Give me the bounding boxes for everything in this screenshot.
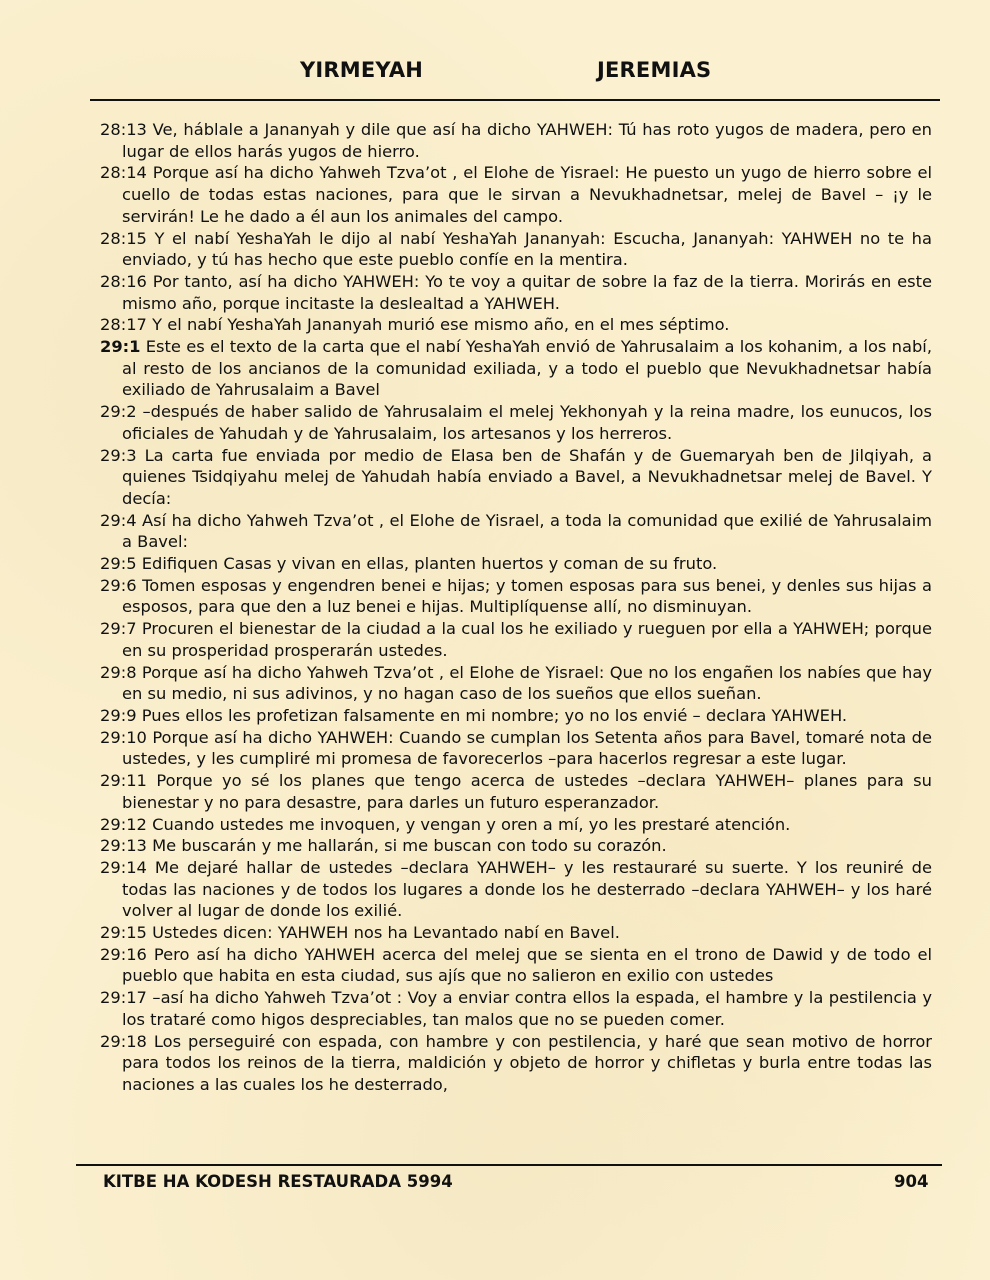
verse-reference: 29:2 — [100, 402, 137, 422]
verse-reference: 29:17 — [100, 988, 147, 1008]
verse-reference: 29:10 — [100, 727, 147, 747]
verse-reference: 29:14 — [100, 857, 147, 877]
verse — [100, 271, 932, 314]
header-divider — [90, 99, 940, 101]
verse-text: Me dejaré hallar de ustedes –declara YAHWEH– y les restauraré su suerte. Y los reuniré de todas las naciones y de todos los lugares a donde los he desterrado –declara YAHWEH– y los haré volver al lugar de donde los exilié. — [122, 857, 932, 921]
verse-text: Pero así ha dicho YAHWEH acerca del melej que se sienta en el trono de Dawid y de todo el pueblo que habita en esta ciudad, sus ajís que no salieron en exilio con ustedes — [122, 944, 932, 986]
verse — [100, 944, 932, 987]
verse — [100, 814, 932, 836]
footer-book-title: KITBE HA KODESH RESTAURADA 5994 — [103, 1172, 453, 1191]
verse — [100, 314, 932, 336]
verse — [100, 445, 932, 510]
verse-text: Y el nabí YeshaYah le dijo al nabí YeshaYah Jananyah: Escucha, Jananyah: YAHWEH no te ha enviado, y tú has hecho que este pueblo confíe en la mentira. — [122, 228, 932, 270]
verse-reference: 29:9 — [100, 705, 137, 725]
verse-text: Así ha dicho Yahweh Tzva’ot , el Elohe de Yisrael, a toda la comunidad que exilié de Yahrusalaim a Bavel: — [122, 510, 932, 552]
verse — [100, 835, 932, 857]
verse-text: La carta fue enviada por medio de Elasa ben de Shafán y de Guemaryah ben de Jilqiyah, a quienes Tsidqiyahu melej de Yahudah había enviado a Bavel, a Nevukhadnetsar melej de Bavel. Y decía: — [122, 445, 932, 508]
verse-reference: 29:5 — [100, 554, 137, 574]
verse — [100, 510, 932, 553]
verse — [100, 727, 932, 770]
verse — [100, 401, 932, 444]
verse-reference: 28:16 — [100, 271, 147, 291]
verse-text: Me buscarán y me hallarán, si me buscan con todo su corazón. — [152, 836, 667, 856]
verse-text: Porque así ha dicho Yahweh Tzva’ot , el Elohe de Yisrael: Que no los engañen los nabíes que hay en su medio, ni sus adivinos, y no hagan caso de los sueños que ellos sueñan. — [122, 662, 932, 704]
verse-reference: 28:14 — [100, 163, 147, 183]
verse-text: Tomen esposas y engendren benei e hijas; y tomen esposas para sus benei, y denles sus hijas a esposos, para que den a luz benei e hijas. Multiplíquense allí, no disminuyan. — [122, 575, 932, 617]
verse-reference: 28:15 — [100, 228, 147, 248]
running-header — [0, 58, 990, 90]
verse-text: Procuren el bienestar de la ciudad a la cual los he exiliado y rueguen por ella a YAHWEH; porque en su prosperidad prosperarán ustedes. — [122, 619, 932, 660]
verse-reference: 29:7 — [100, 619, 137, 639]
verse-reference: 29:11 — [100, 771, 147, 791]
verse-reference: 28:17 — [100, 315, 147, 335]
verse-reference: 29:12 — [100, 814, 147, 834]
verse-text: Por tanto, así ha dicho YAHWEH: Yo te voy a quitar de sobre la faz de la tierra. Morirás en este mismo año, porque incitaste la deslealtad a YAHWEH. — [122, 271, 932, 313]
verse-reference: 29:4 — [100, 510, 137, 530]
verse-reference: 29:6 — [100, 575, 137, 595]
verse — [100, 922, 932, 944]
verse-text: Ustedes dicen: YAHWEH nos ha Levantado nabí en Bavel. — [152, 923, 620, 943]
verse — [100, 575, 932, 618]
verse-reference: 29:16 — [100, 944, 147, 964]
page-number: 904 — [894, 1172, 929, 1191]
verse — [100, 553, 932, 575]
verse — [100, 336, 932, 401]
verse-text: Cuando ustedes me invoquen, y vengan y oren a mí, yo les prestaré atención. — [152, 814, 791, 834]
verse-text: –así ha dicho Yahweh Tzva’ot : Voy a enviar contra ellos la espada, el hambre y la pestilencia y los trataré como higos despreciables, tan malos que no se pueden comer. — [122, 988, 932, 1029]
header-book-spanish: JEREMIAS — [597, 58, 712, 82]
verse — [100, 857, 932, 922]
verse-reference: 29:8 — [100, 662, 137, 682]
verse-text: Los perseguiré con espada, con hambre y con pestilencia, y haré que sean motivo de horror para todos los reinos de la tierra, maldición y objeto de horror y chifletas y burla entre todas las naciones a las cuales los he desterrado, — [122, 1031, 932, 1094]
verse-text: –después de haber salido de Yahrusalaim el melej Yekhonyah y la reina madre, los eunucos, los oficiales de Yahudah y de Yahrusalaim, los artesanos y los herreros. — [122, 402, 932, 443]
footer-divider — [76, 1164, 942, 1166]
verse-reference: 29:3 — [100, 445, 137, 465]
verse-reference: 29:15 — [100, 923, 147, 943]
verse — [100, 618, 932, 661]
verse-text: Ve, háblale a Jananyah y dile que así ha dicho YAHWEH: Tú has roto yugos de madera, pero en lugar de ellos harás yugos de hierro. — [122, 120, 932, 161]
verse-reference: 29:18 — [100, 1031, 147, 1051]
verse — [100, 662, 932, 705]
verse-text: Edifiquen Casas y vivan en ellas, planten huertos y coman de su fruto. — [141, 554, 718, 574]
verse — [100, 770, 932, 813]
header-book-hebrew: YIRMEYAH — [300, 58, 424, 82]
verse-text: Porque así ha dicho Yahweh Tzva’ot , el Elohe de Yisrael: He puesto un yugo de hierro sobre el cuello de todas estas naciones, para que le sirvan a Nevukhadnetsar, melej de Bavel – ¡y le servirán! Le he dado a él aun los animales del campo. — [122, 163, 932, 226]
verse — [100, 228, 932, 271]
verse-text: Pues ellos les profetizan falsamente en mi nombre; yo no los envié – declara YAHWEH. — [141, 705, 848, 725]
verse — [100, 162, 932, 227]
verse-text: Porque yo sé los planes que tengo acerca de ustedes –declara YAHWEH– planes para su bienestar y no para desastre, para darles un futuro esperanzador. — [122, 771, 932, 812]
verse-reference: 29:1 — [100, 337, 141, 357]
verse — [100, 119, 932, 162]
verse — [100, 1031, 932, 1096]
verse-list — [100, 119, 932, 1096]
verse-reference: 28:13 — [100, 120, 147, 139]
verse-text: Y el nabí YeshaYah Jananyah murió ese mismo año, en el mes séptimo. — [152, 315, 730, 335]
verse-reference: 29:13 — [100, 836, 147, 856]
verse-text: Este es el texto de la carta que el nabí YeshaYah envió de Yahrusalaim a los kohanim, a los nabí, al resto de los ancianos de la comunidad exiliada, y a todo el pueblo que Nevukhadnetsar había exiliado de Yahrusalaim a Bavel — [122, 337, 932, 400]
verse — [100, 987, 932, 1030]
verse-text: Porque así ha dicho YAHWEH: Cuando se cumplan los Setenta años para Bavel, tomaré nota de ustedes, y les cumpliré mi promesa de favorecerlos –para hacerlos regresar a este lugar. — [122, 727, 932, 769]
verse — [100, 705, 932, 727]
